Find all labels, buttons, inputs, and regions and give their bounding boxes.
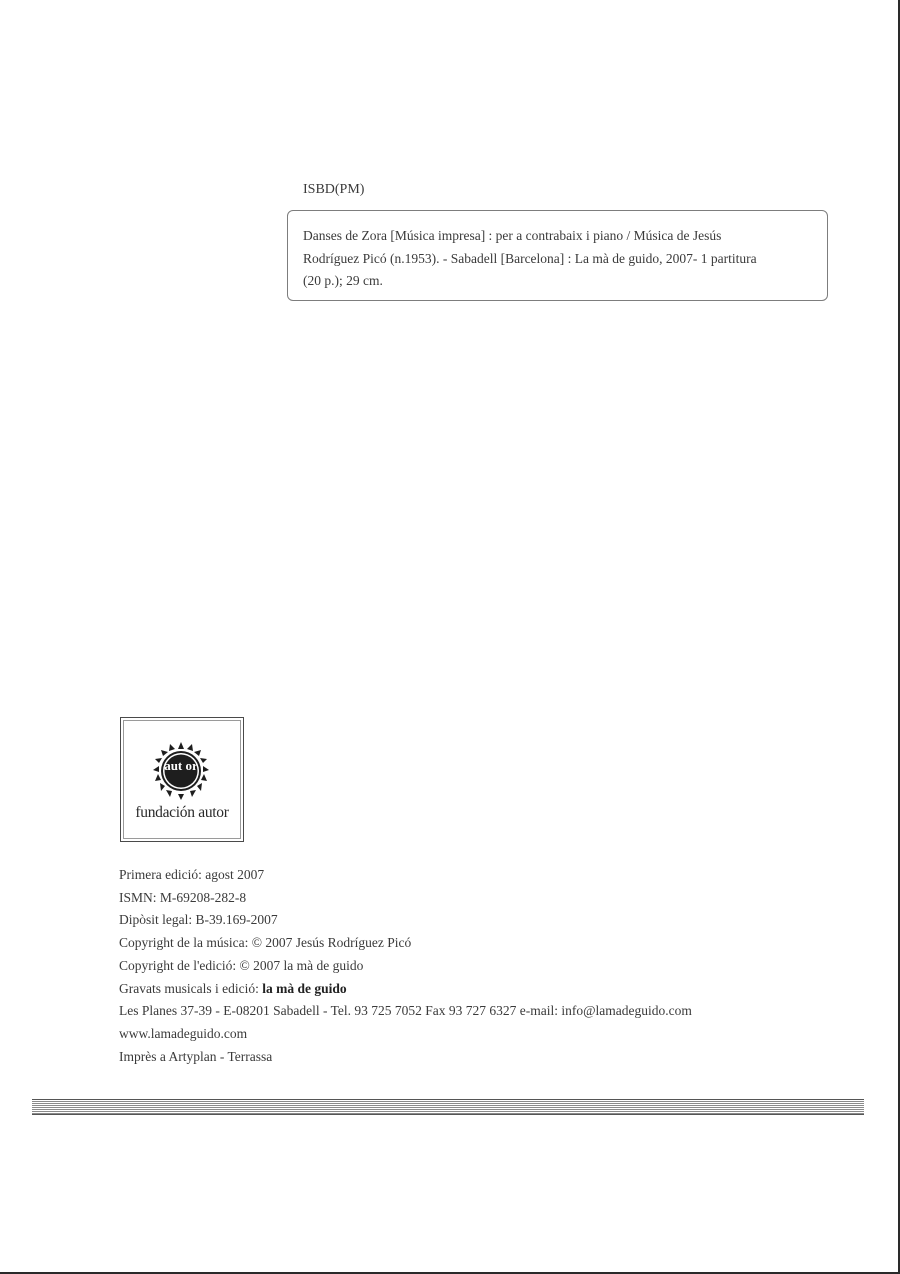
music-copyright: Copyright de la música: © 2007 Jesús Rodríguez Picó [119, 935, 412, 951]
isbd-record-line: Danses de Zora [Música impresa] : per a contrabaix i piano / Música de Jesús [303, 228, 722, 243]
isbd-record-box [287, 210, 828, 301]
sun-emblem-icon [147, 740, 215, 804]
logo-name: fundación autor [135, 804, 229, 821]
publisher-website: www.lamadeguido.com [119, 1025, 248, 1041]
fundacion-autor-logo [120, 717, 244, 842]
credits-block [119, 864, 692, 1068]
isbd-label: ISBD(PM) [303, 182, 365, 197]
edition-copyright: Copyright de l'edició: © 2007 la mà de guido [119, 957, 364, 973]
legal-deposit: Dipòsit legal: B-39.169-2007 [119, 912, 278, 928]
engraving-prefix: Gravats musicals i edició: [119, 980, 263, 996]
svg-text:aut or: aut or [164, 758, 198, 773]
ismn: ISMN: M-69208-282-8 [119, 889, 247, 905]
printer: Imprès a Artyplan - Terrassa [119, 1048, 273, 1064]
isbd-record-line: (20 p.); 29 cm. [303, 273, 383, 288]
decorative-rule [32, 1099, 864, 1115]
publisher-address: Les Planes 37-39 - E-08201 Sabadell - Tel. 93 725 7052 Fax 93 727 6327 e-mail: info@lamadeguido.com [119, 1003, 692, 1019]
first-edition: Primera edició: agost 2007 [119, 867, 265, 882]
isbd-record-line: Rodríguez Picó (n.1953). - Sabadell [Barcelona] : La mà de guido, 2007- 1 partitura [303, 250, 757, 266]
engraving-publisher: la mà de guido [262, 980, 347, 996]
engraving-credit [119, 978, 692, 1001]
